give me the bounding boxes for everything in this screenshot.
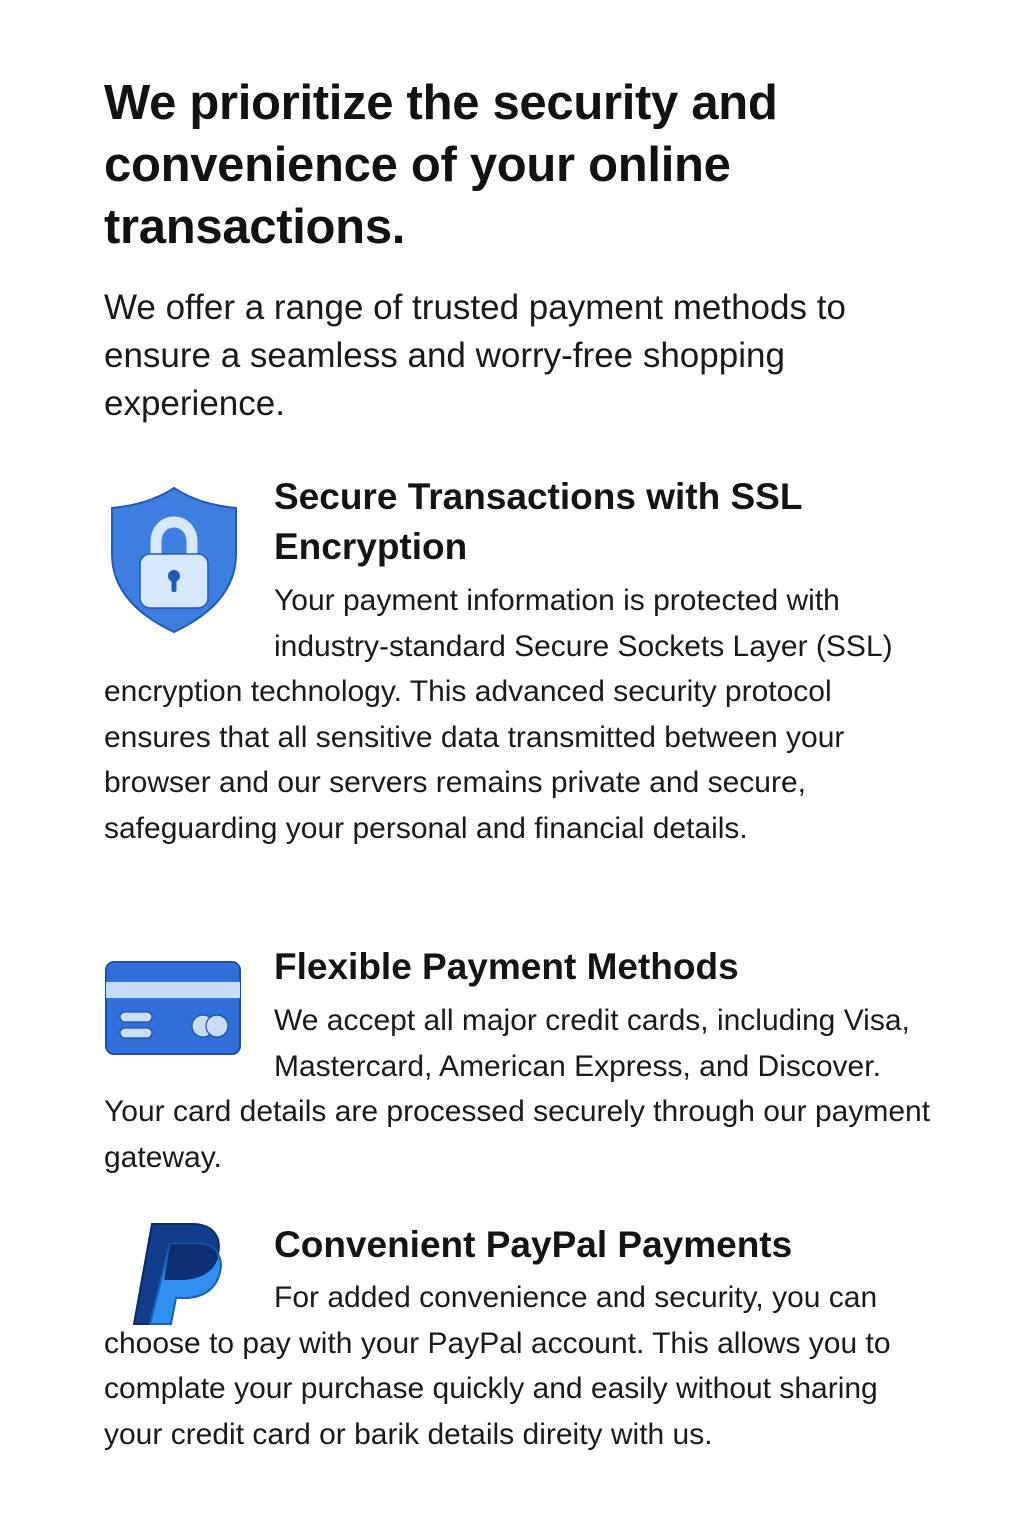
shield-lock-icon <box>104 484 244 639</box>
section-body: Your payment information is protected with industry-standard Secure Sockets Layer (SSL) encryption technology. This advanced security protocol ensures that all sensitive data transmitted between your browser and our servers remains private and secure, safeguarding your personal and financial details. <box>104 584 893 845</box>
section-body: For added convenience and security, you can choose to pay with your PayPal account. This allows you to complate your purchase quickly and easily without sharing your credit card or barik details direity with us. <box>104 1281 891 1451</box>
credit-card-icon <box>104 960 242 1061</box>
section-body: We accept all major credit cards, including Visa, Mastercard, American Express, and Discover. Your card details are processed securely through our payment gateway. <box>104 1004 931 1174</box>
section-title: Flexible Payment Methods <box>274 946 739 987</box>
section-title: Secure Transactions with SSL Encryption <box>274 476 802 567</box>
section-card-payments <box>104 942 934 1180</box>
section-paypal <box>104 1220 934 1457</box>
page-heading: We prioritize the security and convenience of your online transactions. <box>104 76 778 254</box>
intro-text: We offer a range of trusted payment methods to ensure a seamless and worry-free shopping experience. <box>104 288 846 423</box>
section-title: Convenient PayPal Payments <box>274 1224 793 1265</box>
section-ssl <box>104 472 934 851</box>
paypal-icon <box>130 1220 226 1333</box>
